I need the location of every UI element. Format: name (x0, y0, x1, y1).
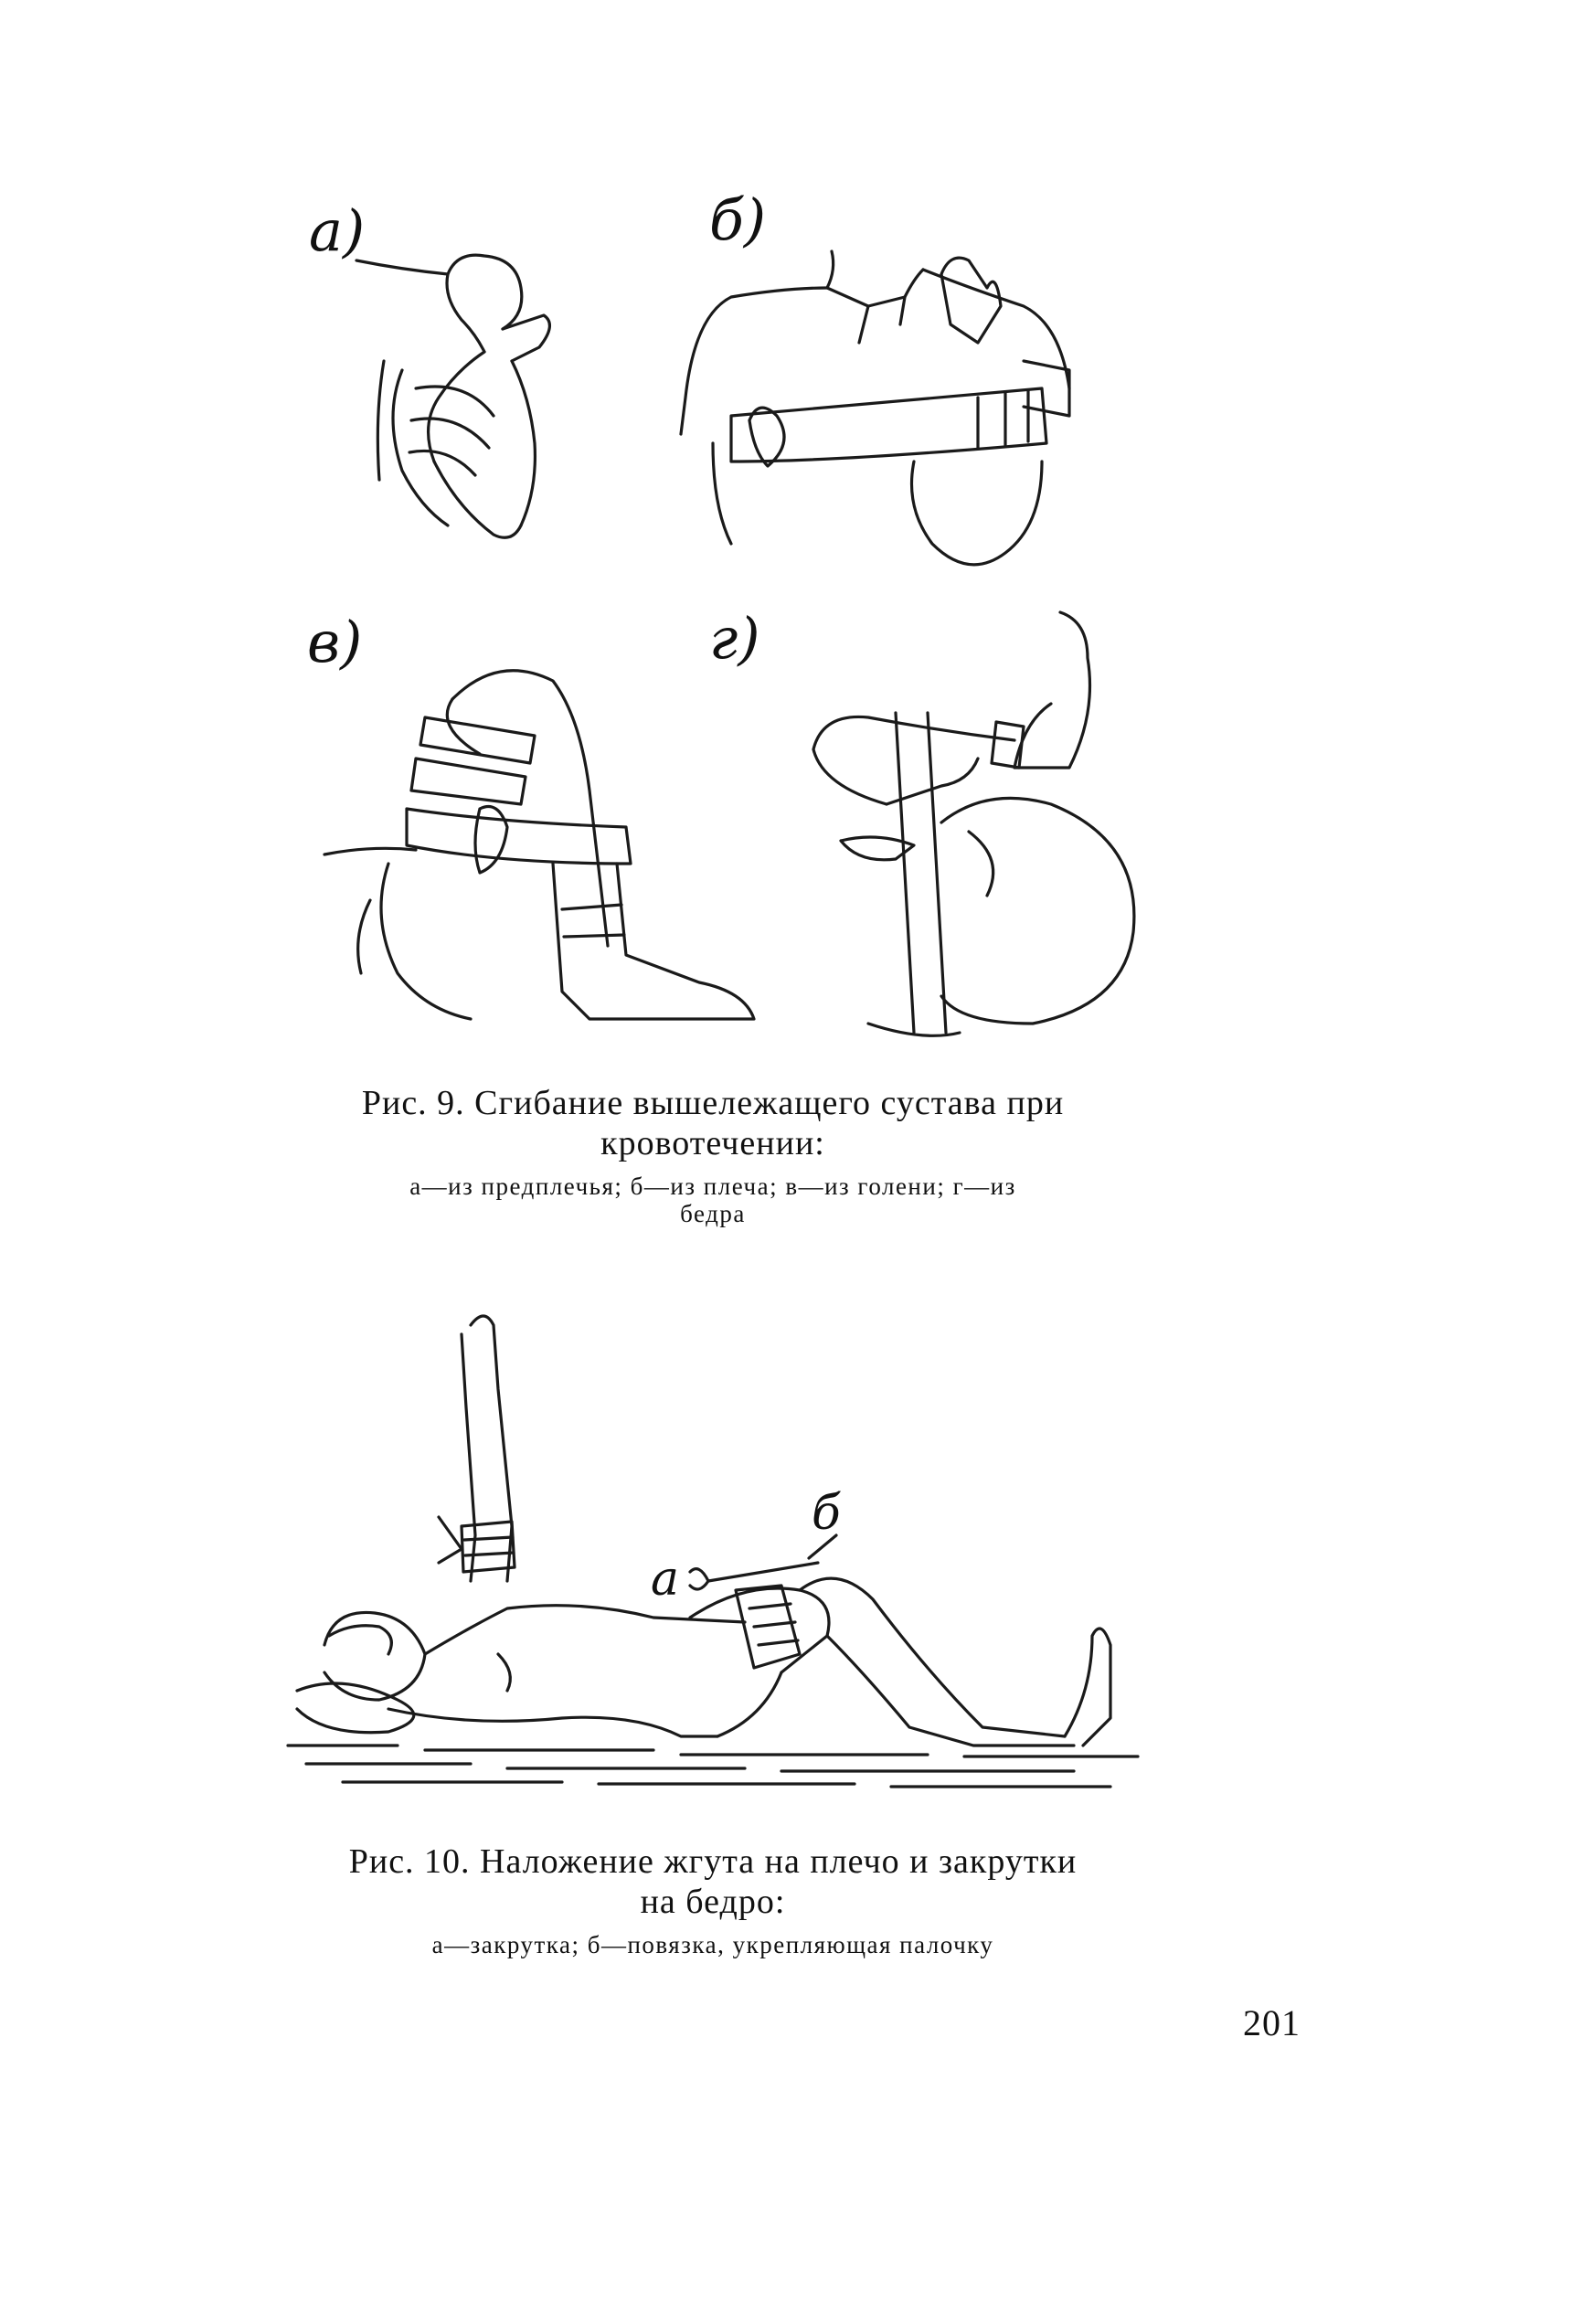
panel-label-g: г) (709, 605, 760, 672)
marker-a: а (651, 1552, 680, 1607)
figure-10-caption (302, 1841, 1124, 1958)
figure-9-caption-line2: кровотечении: (600, 1124, 825, 1162)
figure-10-legend-line1: а—закрутка; б—повязка, укрепляющая палочку (431, 1931, 994, 1958)
figure-9-caption (302, 1083, 1124, 1227)
figure-9-legend-line2: бедра (680, 1200, 746, 1227)
panel-label-b: б) (709, 186, 767, 253)
illustration-tourniquet-patient (288, 1307, 1147, 1819)
panel-label-a: а) (309, 197, 366, 264)
marker-b: б (812, 1486, 841, 1541)
illustration-forearm-flexion (347, 233, 621, 571)
illustration-arm-flexion (676, 233, 1078, 599)
illustration-thigh-flexion (759, 603, 1170, 1042)
figure-9-caption-line1: Рис. 9. Сгибание вышележащего сустава при (361, 1084, 1065, 1122)
illustration-lower-leg-flexion (315, 644, 772, 1046)
figure-10-caption-line2: на бедро: (640, 1883, 786, 1921)
page-number: 201 (1243, 2002, 1301, 2043)
panel-label-v: в) (307, 609, 363, 675)
figure-10-caption-line1: Рис. 10. Наложение жгута на плечо и закрутки (348, 1842, 1078, 1881)
figure-9-legend-line1: а—из предплечья; б—из плеча; в—из голени; г—из (409, 1173, 1016, 1200)
